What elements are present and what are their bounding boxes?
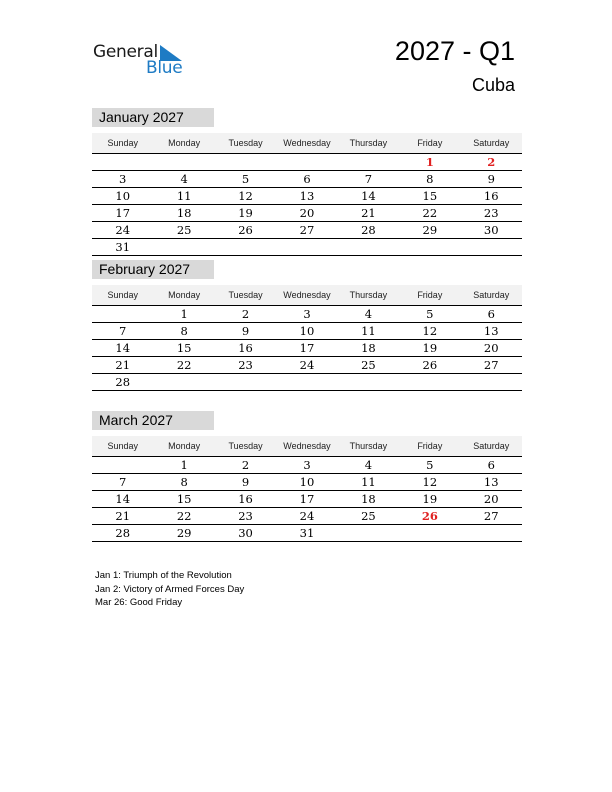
weekday-label: Thursday <box>349 138 388 148</box>
day-cell: 17 <box>299 341 315 355</box>
day-cell: 10 <box>299 475 315 489</box>
logo-text-blue: Blue <box>146 58 183 78</box>
day-cell: 19 <box>238 206 253 220</box>
weekday-label: Monday <box>168 290 201 300</box>
day-cell: 8 <box>426 172 434 186</box>
day-cell: 28 <box>361 223 376 237</box>
week-row <box>92 188 522 205</box>
day-cell: 29 <box>422 223 438 237</box>
day-cell: 11 <box>176 189 192 203</box>
day-cell: 9 <box>241 324 250 338</box>
day-cell: 7 <box>364 172 373 186</box>
day-cell <box>338 239 399 255</box>
weekday-header-row <box>92 436 522 457</box>
day-cell: 4 <box>180 172 188 186</box>
day-cell <box>153 374 214 390</box>
day-cell: 12 <box>422 324 438 338</box>
day-cell: 3 <box>119 172 127 186</box>
weekday-label: Sunday <box>107 441 138 451</box>
weekday-header-row <box>92 285 522 306</box>
week-row <box>92 474 522 491</box>
day-cell: 7 <box>119 324 127 338</box>
day-cell: 25 <box>361 358 376 372</box>
day-cell: 13 <box>299 189 315 203</box>
weekday-label: Friday <box>417 138 443 148</box>
week-row <box>92 508 522 525</box>
day-cell: 25 <box>361 509 376 523</box>
day-cell: 26 <box>421 509 438 523</box>
day-cell: 23 <box>238 358 253 372</box>
weekday-label: Sunday <box>107 138 138 148</box>
holiday-note: Mar 26: Good Friday <box>95 597 183 608</box>
day-cell: 22 <box>176 509 192 523</box>
day-cell: 21 <box>115 509 131 523</box>
day-cell: 16 <box>238 341 253 355</box>
day-cell: 3 <box>303 458 311 472</box>
weekday-header-row <box>92 133 522 154</box>
day-cell <box>153 154 214 170</box>
weekday-label: Saturday <box>473 138 510 148</box>
day-cell: 27 <box>483 358 499 372</box>
day-cell: 21 <box>361 206 376 220</box>
day-cell: 27 <box>483 509 499 523</box>
day-cell: 16 <box>483 189 499 203</box>
day-cell: 25 <box>176 223 192 237</box>
quarter-title: 2027 - Q1 <box>394 36 515 66</box>
day-cell: 6 <box>487 458 495 472</box>
month-title: February 2027 <box>92 260 214 279</box>
day-cell: 22 <box>422 206 438 220</box>
week-row <box>92 491 522 508</box>
day-cell: 15 <box>176 341 192 355</box>
day-cell: 11 <box>361 475 376 489</box>
day-cell: 20 <box>483 341 499 355</box>
day-cell: 17 <box>299 492 315 506</box>
day-cell: 17 <box>115 206 131 220</box>
weekday-label: Monday <box>168 441 201 451</box>
month-title: March 2027 <box>92 411 214 430</box>
week-row <box>92 457 522 474</box>
holiday-note: Jan 2: Victory of Armed Forces Day <box>95 583 245 595</box>
weekday-label: Tuesday <box>228 138 263 148</box>
day-cell: 26 <box>238 223 253 237</box>
weekday-label: Tuesday <box>228 441 263 451</box>
holiday-note: Jan 1: Triumph of the Revolution <box>95 570 232 581</box>
day-cell: 6 <box>487 307 495 321</box>
day-cell: 29 <box>176 526 192 540</box>
weekday-label: Sunday <box>107 290 138 300</box>
day-cell: 21 <box>115 358 131 372</box>
weekday-label: Saturday <box>473 290 510 300</box>
weekday-label: Saturday <box>473 441 510 451</box>
day-cell: 1 <box>425 155 434 169</box>
day-cell: 10 <box>299 324 315 338</box>
day-cell: 28 <box>115 526 131 540</box>
week-row <box>92 205 522 222</box>
day-cell <box>153 239 214 255</box>
day-cell: 18 <box>361 492 376 506</box>
day-cell: 28 <box>115 375 131 389</box>
day-cell <box>461 374 522 390</box>
day-cell: 5 <box>426 458 434 472</box>
week-row <box>92 357 522 374</box>
day-cell <box>461 239 522 255</box>
weekday-label: Wednesday <box>283 290 331 300</box>
day-cell <box>276 239 337 255</box>
day-cell: 30 <box>238 526 253 540</box>
brand-logo <box>93 42 193 78</box>
week-row <box>92 340 522 357</box>
month-january <box>92 108 522 256</box>
day-cell: 1 <box>180 458 188 472</box>
day-cell: 14 <box>115 492 131 506</box>
day-cell: 24 <box>299 358 315 372</box>
day-cell: 10 <box>115 189 131 203</box>
holiday-notes <box>95 569 244 610</box>
weekday-label: Friday <box>417 441 443 451</box>
day-cell: 16 <box>238 492 253 506</box>
country-name: Cuba <box>471 75 515 95</box>
day-cell: 31 <box>115 240 131 254</box>
week-row <box>92 306 522 323</box>
day-cell: 26 <box>422 358 438 372</box>
day-cell: 1 <box>180 307 188 321</box>
weekday-label: Monday <box>168 138 201 148</box>
day-cell <box>92 457 153 473</box>
day-cell <box>338 374 399 390</box>
day-cell: 5 <box>426 307 434 321</box>
weekday-label: Tuesday <box>228 290 263 300</box>
day-cell: 20 <box>483 492 499 506</box>
day-cell: 14 <box>361 189 376 203</box>
day-cell: 19 <box>422 492 438 506</box>
day-cell <box>399 374 460 390</box>
day-cell: 18 <box>361 341 376 355</box>
day-cell: 22 <box>176 358 192 372</box>
day-cell: 24 <box>299 509 315 523</box>
day-cell: 14 <box>115 341 131 355</box>
day-cell: 9 <box>241 475 250 489</box>
weekday-label: Friday <box>417 290 443 300</box>
day-cell <box>215 154 276 170</box>
weekday-label: Thursday <box>349 290 388 300</box>
week-row <box>92 239 522 256</box>
day-cell: 8 <box>180 475 188 489</box>
day-cell: 31 <box>299 526 315 540</box>
day-cell: 2 <box>487 155 496 169</box>
day-cell: 30 <box>483 223 499 237</box>
day-cell <box>338 154 399 170</box>
day-cell: 13 <box>483 475 499 489</box>
day-cell: 3 <box>303 307 311 321</box>
day-cell: 24 <box>115 223 131 237</box>
weekday-label: Wednesday <box>283 138 331 148</box>
day-cell: 6 <box>303 172 311 186</box>
day-cell <box>215 239 276 255</box>
day-cell <box>338 525 399 541</box>
week-row <box>92 323 522 340</box>
week-row <box>92 374 522 391</box>
day-cell <box>461 525 522 541</box>
day-cell: 11 <box>361 324 376 338</box>
day-cell: 13 <box>483 324 499 338</box>
day-cell <box>399 525 460 541</box>
weekday-label: Wednesday <box>283 441 331 451</box>
day-cell: 4 <box>364 307 373 321</box>
day-cell: 7 <box>119 475 127 489</box>
day-cell: 23 <box>483 206 499 220</box>
day-cell <box>276 154 337 170</box>
day-cell: 19 <box>422 341 438 355</box>
day-cell <box>399 239 460 255</box>
day-cell <box>92 306 153 322</box>
day-cell: 5 <box>241 172 250 186</box>
day-cell: 15 <box>422 189 438 203</box>
week-row <box>92 154 522 171</box>
day-cell <box>92 154 153 170</box>
day-cell <box>276 374 337 390</box>
day-cell: 18 <box>176 206 192 220</box>
day-cell: 8 <box>180 324 188 338</box>
day-cell: 2 <box>241 458 250 472</box>
month-february <box>92 260 522 391</box>
day-cell: 20 <box>299 206 315 220</box>
logo-text-general: General <box>93 42 158 62</box>
day-cell: 15 <box>176 492 192 506</box>
day-cell: 27 <box>299 223 315 237</box>
week-row <box>92 222 522 239</box>
day-cell: 4 <box>364 458 373 472</box>
day-cell: 23 <box>238 509 253 523</box>
week-row <box>92 525 522 542</box>
day-cell: 9 <box>487 172 495 186</box>
day-cell <box>215 374 276 390</box>
week-row <box>92 171 522 188</box>
day-cell: 12 <box>238 189 253 203</box>
month-title: January 2027 <box>92 108 214 127</box>
day-cell: 12 <box>422 475 438 489</box>
day-cell: 2 <box>241 307 250 321</box>
weekday-label: Thursday <box>349 441 388 451</box>
month-march <box>92 411 522 542</box>
